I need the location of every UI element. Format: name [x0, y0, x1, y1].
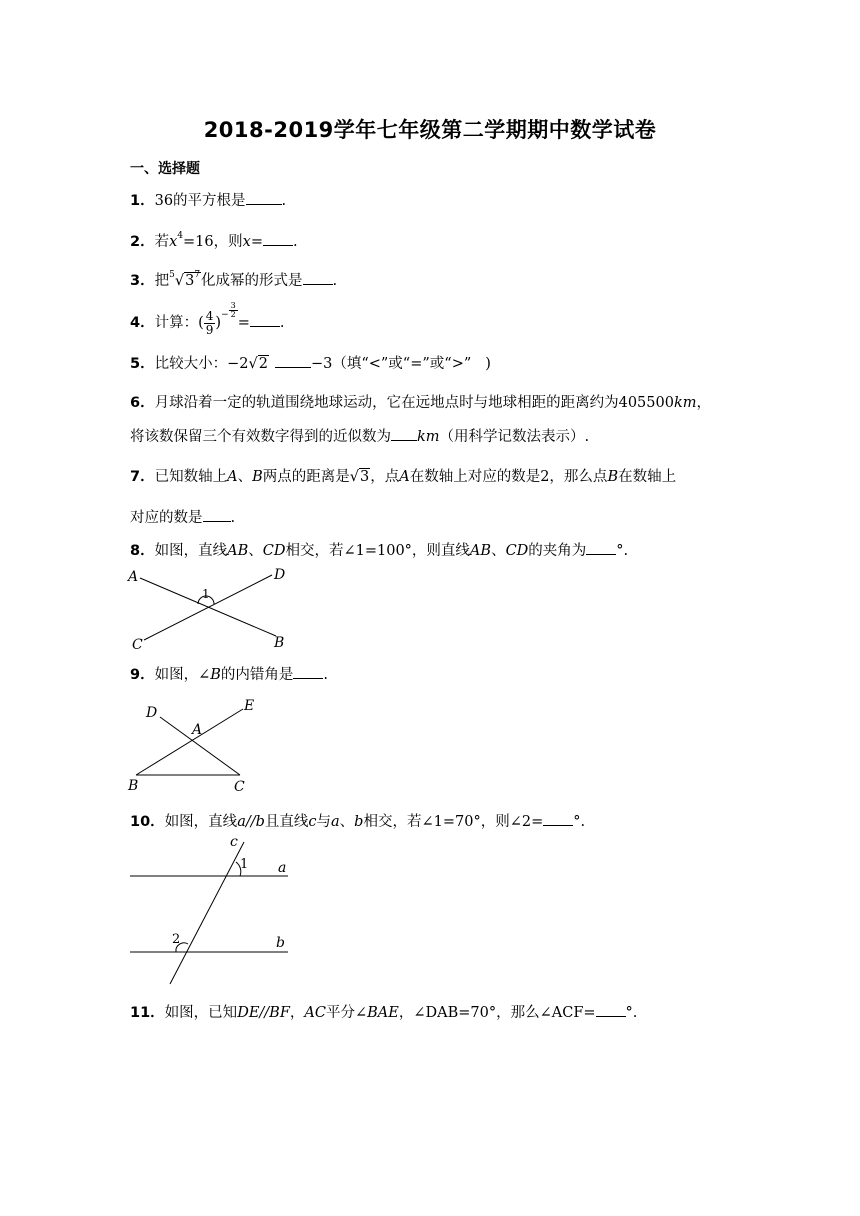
question-4: 4．计算：( $\frac{4}{9}$ )− $\frac{3}{2}$ = . — [130, 301, 285, 337]
answer-blank — [391, 426, 417, 441]
question-3: 3．把$^5√3^7$化成幂的形式是 . — [130, 270, 338, 289]
label-b: b — [276, 935, 285, 951]
answer-blank — [303, 270, 333, 285]
label-C: C — [132, 637, 143, 653]
question-2: 2．若$x^4=16$，则x= . — [130, 231, 298, 250]
label-E: E — [244, 698, 255, 714]
answer-blank — [246, 190, 282, 205]
figure-q10 — [126, 834, 296, 994]
question-5: 5．比较大小：−2√2 −3（填“<”或“=”或“>” ) — [130, 353, 491, 374]
question-11: 11．如图，已知DE//BF，AC平分∠BAE，∠DAB=70°，那么∠ACF= °. — [130, 1002, 637, 1023]
label-angle-1: 1 — [240, 857, 249, 872]
label-D: D — [274, 567, 286, 583]
figure-q8 — [126, 563, 296, 653]
question-8: 8．如图，直线AB、CD相交，若∠1=100°，则直线AB、CD的夹角为 °. — [130, 540, 628, 561]
label-angle-2: 2 — [172, 932, 181, 947]
question-7-line-2: 对应的数是 . — [130, 507, 235, 528]
label-B: B — [128, 778, 139, 794]
question-6: 6．月球沿着一定的轨道围绕地球运动，它在远地点时与地球相距的距离约为405500km， — [130, 395, 711, 411]
question-7: 7．已知数轴上A、B两点的距离是√3，点A在数轴上对应的数是2，那么点B在数轴上 — [130, 469, 677, 485]
label-a: a — [278, 860, 287, 876]
label-angle-1: 1 — [202, 587, 210, 601]
label-C: C — [234, 779, 245, 795]
label-c: c — [230, 834, 238, 850]
answer-blank — [543, 811, 573, 826]
answer-blank — [596, 1002, 626, 1017]
question-9: 9．如图，∠B的内错角是 . — [130, 664, 328, 685]
label-A: A — [192, 722, 203, 738]
answer-blank — [586, 540, 616, 555]
section-heading: 一、选择题 — [130, 161, 200, 177]
label-B: B — [274, 635, 285, 651]
question-6-line-2: 将该数保留三个有效数字得到的近似数为 km（用科学记数法表示）. — [130, 426, 589, 447]
answer-blank — [203, 507, 231, 522]
answer-blank — [250, 312, 280, 327]
answer-blank — [275, 353, 311, 368]
question-10: 10．如图，直线a//b且直线c与a、b相交，若∠1=70°，则∠2= °. — [130, 811, 585, 832]
label-A: A — [128, 569, 139, 585]
figure-q9 — [126, 697, 266, 797]
page-title: 2018-2019学年七年级第二学期期中数学试卷 — [203, 118, 657, 142]
answer-blank — [263, 231, 293, 246]
answer-blank — [293, 664, 323, 679]
question-1: 1．36的平方根是 . — [130, 190, 286, 211]
label-D: D — [146, 705, 158, 721]
